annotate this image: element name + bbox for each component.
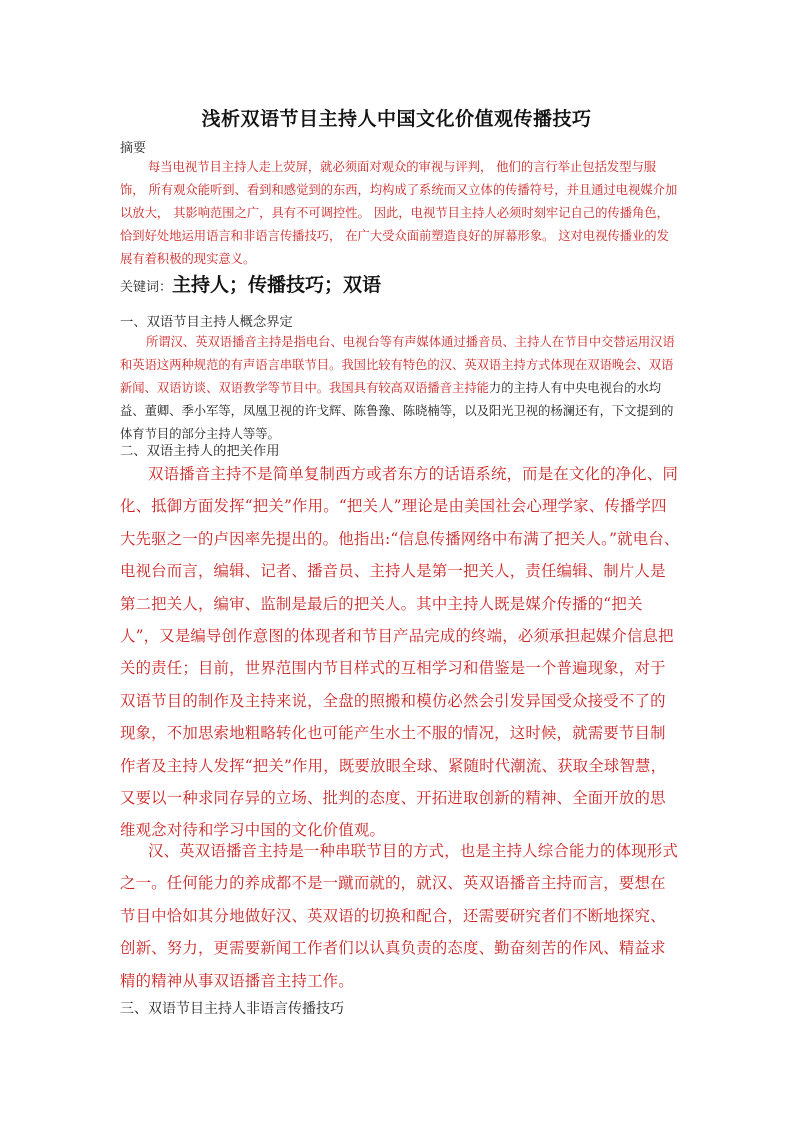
section-1-heading: 一、双语节目主持人概念界定: [120, 315, 293, 330]
section-2-paragraph-2: 汉、英双语播音主持是一种串联节目的方式，也是主持人综合能力的体现形式之一。任何能力的养成都不是一蹴而就的，就汉、英双语播音主持而言，要想在节目中恰如其分地做好汉、英双语的切换和配合，还需要研究者们不断地探究、创新、努力，更需要新闻工作者们以认真负责的态度、勤奋刻苦的作风、精益求精的精神从事双语播音主持工作。: [120, 842, 679, 990]
section-1-paragraph: [120, 331, 680, 446]
section-2-paragraph-1: 双语播音主持不是简单复制西方或者东方的话语系统，而是在文化的净化、同化、抵御方面发挥“把关”作用。“把关人”理论是由美国社会心理学家、传播学四大先驱之一的卢因率先提出的。他指出:“信息传播网络中布满了把关人。”就电台、电视台而言，编辑、记者、播音员、主持人是第一把关人，责任编辑、制片人是第二把关人，编审、监制是最后的把关人。其中主持人既是媒介传播的“把关人”，又是编导创作意图的体现者和节目产品完成的终端，必须承担起媒介信息把关的责任；目前，世界范围内节目样式的互相学习和借鉴是一个普遍现象，对于双语节目的制作及主持来说，全盘的照搬和模仿必然会引发异国受众接受不了的现象，不加思索地粗略转化也可能产生水土不服的情况，这时候，就需要节目制作者及主持人发挥“把关”作用，既要放眼全球、紧随时代潮流、获取全球智慧，又要以一种求同存异的立场、批判的态度、开拓进取创新的精神、全面开放的思维观念对待和学习中国的文化价值观。: [120, 465, 680, 840]
section-1-red-text: 所谓汉、英双语播音主持是指电台、电视台等有声媒体通过播音员、主持人在节目中交替运用汉语和英语这两种规范的有声语言串联节目。我国比较有特色的汉、英双语主持方式体现在双语晚会、双语新闻、双语访谈、双语教学等节目中。我国具有较高双语播音主持能: [120, 335, 675, 395]
keywords-text: 主持人；传播技巧；双语: [172, 274, 382, 296]
keywords-row: [120, 270, 680, 297]
section-3-heading: 三、双语节目主持人非语言传播技巧: [120, 1001, 344, 1017]
document-title: 浅析双语节目主持人中国文化价值观传播技巧: [201, 108, 592, 130]
section-2-heading: 二、双语主持人的把关作用: [120, 444, 280, 459]
abstract-text: 每当电视节目主持人走上荧屏，就必须面对观众的审视与评判， 他们的言行举止包括发型与服饰， 所有观众能听到、看到和感觉到的东西，均构成了系统而又立体的传播符号，并且通过电视媒介加以放大， 其影响范围之广，具有不可调控性。 因此，电视节目主持人必须时刻牢记自己的传播角色， 恰到好处地运用语言和非语言传播技巧， 在广大受众面前塑造良好的屏幕形象。 这对电视传播业的发展有着积极的现实意义。: [120, 160, 678, 266]
keywords-label: 关键词：: [120, 280, 173, 295]
section-1-black-text: 力的主持人有中央电视台的水均益、董卿、季小军等，凤凰卫视的许戈辉、陈鲁豫、陈晓楠等，以及阳光卫视的杨澜还有，下文提到的体育节目的部分主持人等等。: [120, 381, 674, 441]
abstract-label: 摘要: [120, 141, 147, 156]
